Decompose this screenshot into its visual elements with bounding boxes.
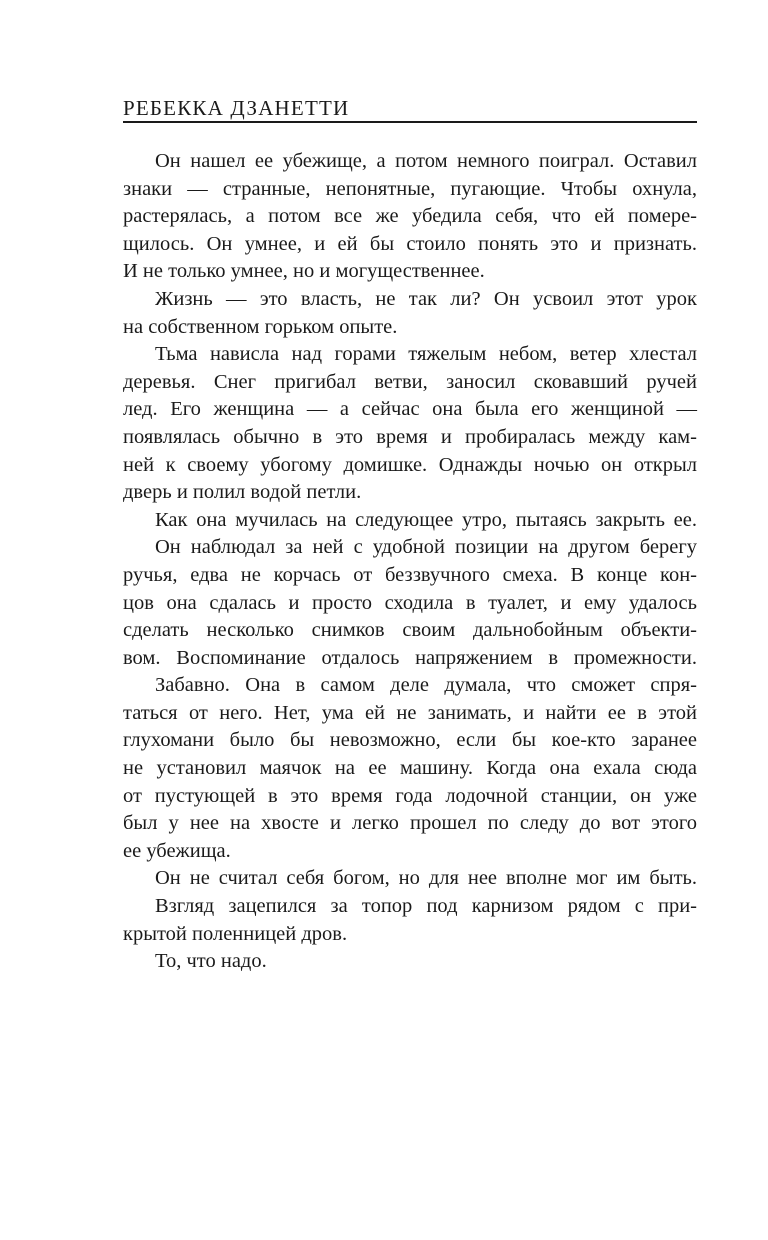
text-line: Жизнь — это власть, не так ли? Он усвоил этот урок: [155, 287, 697, 310]
text-line: лед. Его женщина — а сейчас она была его женщиной —: [123, 398, 697, 421]
text-line: от пустующей в это время года лодочной станции, он уже: [123, 784, 697, 807]
text-line: ручья, едва не корчась от беззвучного смеха. В конце кон-: [123, 563, 697, 586]
running-head-author: РЕБЕККА ДЗАНЕТТИ: [123, 96, 350, 120]
text-line: Как она мучилась на следующее утро, пытаясь закрыть ее.: [155, 508, 697, 531]
text-line: вом. Воспоминание отдалось напряжением в промежности.: [123, 646, 697, 669]
text-line: То, что надо.: [155, 950, 267, 973]
text-line: был у нее на хвосте и легко прошел по следу до вот этого: [123, 812, 697, 835]
text-line: Он наблюдал за ней с удобной позиции на другом берегу: [155, 536, 697, 559]
text-line: таться от него. Нет, ума ей не занимать, и найти ее в этой: [123, 701, 697, 724]
text-line: цов она сдалась и просто сходила в туалет, и ему удалось: [123, 591, 697, 614]
text-line: глухомани было бы невозможно, если бы кое-кто заранее: [123, 729, 697, 752]
text-line: на собственном горьком опыте.: [123, 315, 398, 338]
text-line: Он нашел ее убежище, а потом немного поиграл. Оставил: [155, 150, 697, 172]
text-line: дверь и полил водой петли.: [123, 481, 362, 504]
text-line: Он не считал себя богом, но для нее вполне мог им быть.: [155, 867, 697, 890]
text-line: ее убежища.: [123, 839, 231, 862]
text-line: Тьма нависла над горами тяжелым небом, ветер хлестал: [155, 343, 697, 366]
text-line: Взгляд зацепился за топор под карнизом рядом с при-: [155, 895, 697, 918]
text-line: И не только умнее, но и могущественнее.: [123, 260, 485, 283]
text-line: появлялась обычно в это время и пробиралась между кам-: [123, 425, 697, 448]
header-rule: [123, 121, 697, 123]
text-line: не установил маячок на ее машину. Когда она ехала сюда: [123, 757, 697, 780]
text-line: ней к своему убогому домишке. Однажды ночью он открыл: [123, 453, 697, 476]
body-text: [123, 148, 697, 976]
text-line: растерялась, а потом все же убедила себя, что ей помере-: [123, 205, 697, 228]
text-line: крытой поленницей дров.: [123, 922, 348, 945]
text-line: деревья. Снег пригибал ветви, заносил сковавший ручей: [123, 370, 697, 393]
text-line: щилось. Он умнее, и ей бы стоило понять это и признать.: [123, 232, 697, 255]
text-line: знаки — странные, непонятные, пугающие. Чтобы охнула,: [123, 177, 697, 200]
text-line: Забавно. Она в самом деле думала, что сможет спря-: [155, 674, 697, 697]
text-line: сделать несколько снимков своим дальнобойным объекти-: [123, 619, 697, 642]
